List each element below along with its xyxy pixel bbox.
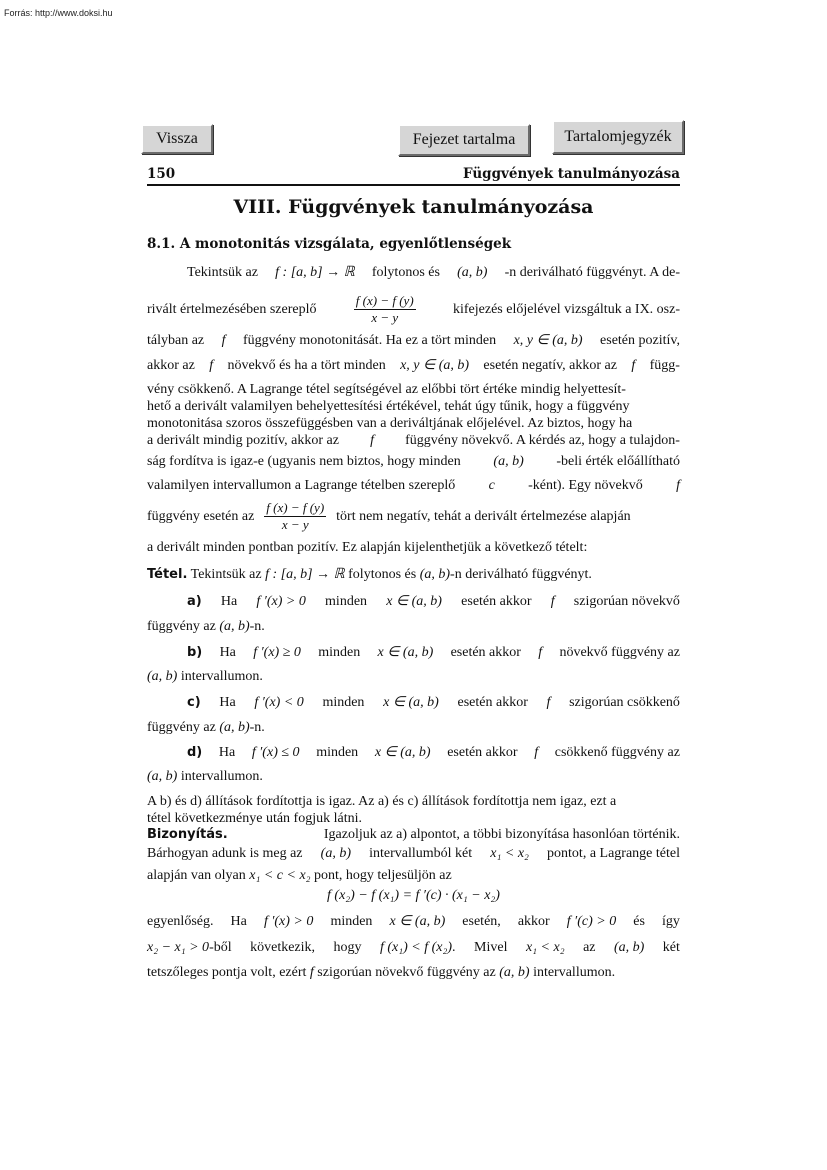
text: egyenlőség. <box>147 914 214 929</box>
text: ság fordítva is igaz-e (ugyanis nem biztos, hogy minden <box>147 454 461 469</box>
text: folytonos és <box>371 265 440 280</box>
text: szigorúan csökkenő <box>569 695 680 710</box>
text: Igazoljuk az a) alpontot, a többi bizonyítása hasonlóan történik. <box>323 827 680 842</box>
paragraph-line <box>147 477 680 494</box>
math: f ′(x) > 0 <box>263 914 314 929</box>
text: a derivált minden pontban pozitív. Ez alapján kijelenthetjük a következő tételt: <box>147 540 588 555</box>
text: hető a derivált valamilyen behelyettesítési értékével, tehát úgy tűnik, hogy a függvény <box>147 399 630 414</box>
text: és <box>633 914 645 929</box>
page-number: 150 <box>147 166 176 182</box>
back-button[interactable]: Vissza <box>141 124 213 154</box>
proof-line <box>147 867 680 884</box>
text: szigorúan növekvő függvény az <box>317 965 496 980</box>
item-tag: d) <box>187 745 203 760</box>
text: rivált értelmezésében szereplő <box>147 301 317 317</box>
item-tag: b) <box>187 645 203 660</box>
math: (a, b) <box>457 265 488 280</box>
lagrange-equation: f (x₂) − f (x₁) = f ′(c) · (x₁ − x₂) <box>327 888 500 903</box>
running-title: Függvények tanulmányozása <box>463 166 680 182</box>
text: esetén pozitív, <box>600 333 680 348</box>
text: alapján van olyan <box>147 868 246 883</box>
text: minden <box>316 745 359 760</box>
item-tag: c) <box>187 695 201 710</box>
text: függvény növekvő. A kérdés az, hogy a tulajdon- <box>405 433 680 448</box>
math: (a, b) <box>147 669 178 684</box>
math: f <box>309 965 314 980</box>
text: növekvő függvény az <box>559 645 680 660</box>
math: f : [a, b] → ℝ <box>265 567 345 582</box>
text: függvény monotonitását. Ha ez a tört minden <box>243 333 497 348</box>
theorem-item-a-cont <box>147 618 680 635</box>
text: esetén akkor <box>457 695 528 710</box>
table-of-contents-button[interactable]: Tartalomjegyzék <box>552 120 684 154</box>
text: A b) és d) állítások fordítottja is igaz. Az a) és c) állítások fordítottja nem igaz, ezt a <box>147 794 617 809</box>
math: x₁ < c < x₂ <box>249 868 311 883</box>
page-header <box>147 166 680 186</box>
text: -n deriválható függvényt. <box>450 567 592 582</box>
theorem-item-b-cont <box>147 668 680 685</box>
math: f <box>631 358 636 373</box>
math: f ′(x) < 0 <box>254 695 304 710</box>
paragraph-line <box>147 357 680 374</box>
text: esetén negatív, akkor az <box>483 358 617 373</box>
math: (a, b) <box>613 940 645 955</box>
text: tályban az <box>147 333 205 348</box>
proof-line <box>147 939 680 956</box>
proof-line <box>147 913 680 930</box>
text: -n. <box>249 619 265 634</box>
text: kifejezés előjelével vizsgáltuk a IX. osz- <box>452 301 680 317</box>
math: f (x₁) < f (x₂) <box>380 940 453 955</box>
text: intervallumból két <box>369 846 473 861</box>
text: a derivált mindig pozitív, akkor az <box>147 433 339 448</box>
text: -n. <box>249 720 265 735</box>
paragraph-line <box>147 264 680 281</box>
text: esetén akkor <box>450 645 521 660</box>
text: következik, <box>250 940 316 955</box>
text: növekvő és ha a tört minden <box>227 358 386 373</box>
math: x ∈ (a, b) <box>386 594 442 609</box>
text: -n deriválható függvényt. A de- <box>504 265 680 280</box>
paragraph-line <box>147 432 680 449</box>
math: f <box>676 478 680 493</box>
chapter-contents-button[interactable]: Fejezet tartalma <box>398 124 530 156</box>
theorem-label: Tétel. <box>147 567 188 582</box>
math: (a, b) <box>419 567 451 582</box>
text: függvény az <box>147 720 216 735</box>
text: szigorúan növekvő <box>573 594 680 609</box>
section-heading: 8.1. A monotonitás vizsgálata, egyenlőtlenségek <box>147 236 512 252</box>
text: Mivel <box>474 940 508 955</box>
source-url: Forrás: http://www.doksi.hu <box>4 8 113 18</box>
text: akkor az <box>147 358 195 373</box>
text: Ha <box>218 745 236 760</box>
math: f <box>546 695 551 710</box>
text: Ha <box>219 645 236 660</box>
math: x ∈ (a, b) <box>374 745 431 760</box>
math: x₂ − x₁ > 0 <box>147 940 210 955</box>
text: esetén, <box>462 914 501 929</box>
text: hogy <box>333 940 362 955</box>
text: Tekintsük az <box>190 567 262 582</box>
proof-line <box>147 845 680 862</box>
theorem-item-b <box>147 644 680 661</box>
text: tetszőleges pontja volt, ezért <box>147 965 307 980</box>
paragraph-line <box>147 453 680 470</box>
math: (a, b) <box>493 454 524 469</box>
text: folytonos és <box>348 567 417 582</box>
math: c <box>488 478 495 493</box>
math: (a, b) <box>320 846 351 861</box>
text: esetén akkor <box>461 594 532 609</box>
text: függ- <box>649 358 680 373</box>
math: f ′(x) ≥ 0 <box>253 645 301 660</box>
text: csökkenő függvény az <box>554 745 680 760</box>
paragraph-line <box>147 539 680 556</box>
math: f <box>534 745 539 760</box>
text: minden <box>330 914 373 929</box>
text: Bárhogyan adunk is meg az <box>147 846 303 861</box>
theorem-item-c <box>147 694 680 711</box>
theorem-item-c-cont <box>147 719 680 736</box>
proof-label: Bizonyítás. <box>147 827 228 842</box>
math: f <box>221 333 226 348</box>
math: f <box>550 594 555 609</box>
math: x, y ∈ (a, b) <box>513 333 583 348</box>
text: intervallumon. <box>180 669 263 684</box>
difference-quotient: $\frac{f (x) - f (y)}{x - y}$ <box>355 292 414 325</box>
text: -ből <box>209 940 232 955</box>
math: x, y ∈ (a, b) <box>400 358 470 373</box>
text: két <box>662 940 680 955</box>
text: monotonitása szoros összefüggésben van a deriváltjának előjelével. Az biztos, hogy ha <box>147 416 633 431</box>
text: . <box>452 940 456 955</box>
paragraph-line <box>147 497 680 535</box>
chapter-title: VIII. Függvények tanulmányozása <box>233 196 594 218</box>
paragraph-line <box>147 415 680 432</box>
text: minden <box>325 594 368 609</box>
text: Ha <box>220 594 238 609</box>
math: x₁ < x₂ <box>490 846 529 861</box>
paragraph-line <box>147 381 680 398</box>
math: (a, b) <box>499 965 530 980</box>
theorem-statement <box>147 566 680 583</box>
math: x ∈ (a, b) <box>389 914 446 929</box>
text: valamilyen intervallumon a Lagrange tételben szereplő <box>147 478 456 493</box>
math: x₁ < x₂ <box>525 940 565 955</box>
text: pontot, a Lagrange tétel <box>547 846 680 861</box>
math: (a, b) <box>147 769 178 784</box>
text: minden <box>318 645 361 660</box>
paragraph-line <box>147 398 680 415</box>
math: f : [a, b] → ℝ <box>275 265 355 280</box>
theorem-item-d-cont <box>147 768 680 785</box>
text: Ha <box>219 695 236 710</box>
text: intervallumon. <box>180 769 263 784</box>
text: esetén akkor <box>447 745 518 760</box>
text: -beli érték előállítható <box>556 454 680 469</box>
proof-line <box>147 826 680 843</box>
text: így <box>662 914 680 929</box>
math: x ∈ (a, b) <box>383 695 439 710</box>
text: vény csökkenő. A Lagrange tétel segítségével az előbbi tört értéke mindig helyettesít- <box>147 382 626 397</box>
math: f <box>538 645 543 660</box>
math: x ∈ (a, b) <box>377 645 434 660</box>
math: (a, b) <box>219 720 250 735</box>
math: (a, b) <box>219 619 250 634</box>
difference-quotient: $\frac{f (x) - f (y)}{x - y}$ <box>266 499 325 532</box>
theorem-item-d <box>147 744 680 761</box>
paragraph-line <box>147 810 680 827</box>
item-tag: a) <box>187 594 202 609</box>
text: akkor <box>517 914 550 929</box>
paragraph-line <box>147 793 680 810</box>
paragraph-line <box>147 290 680 328</box>
math: f ′(c) > 0 <box>566 914 617 929</box>
text: -ként). Egy növekvő <box>528 478 643 493</box>
math: f <box>370 433 374 448</box>
text: tétel következménye után fogjuk látni. <box>147 811 362 826</box>
text: Tekintsük az <box>187 265 258 280</box>
proof-line <box>147 964 680 981</box>
theorem-item-a <box>147 593 680 610</box>
text: pont, hogy teljesüljön az <box>314 868 452 883</box>
text: függvény esetén az <box>147 508 255 524</box>
text: függvény az <box>147 619 216 634</box>
paragraph-line <box>147 332 680 349</box>
math: f ′(x) > 0 <box>256 594 306 609</box>
text: minden <box>322 695 365 710</box>
text: az <box>583 940 596 955</box>
math: f ′(x) ≤ 0 <box>251 745 300 760</box>
text: tört nem negatív, tehát a derivált értelmezése alapján <box>336 508 631 524</box>
text: intervallumon. <box>533 965 616 980</box>
math: f <box>209 358 214 373</box>
text: Ha <box>230 914 247 929</box>
